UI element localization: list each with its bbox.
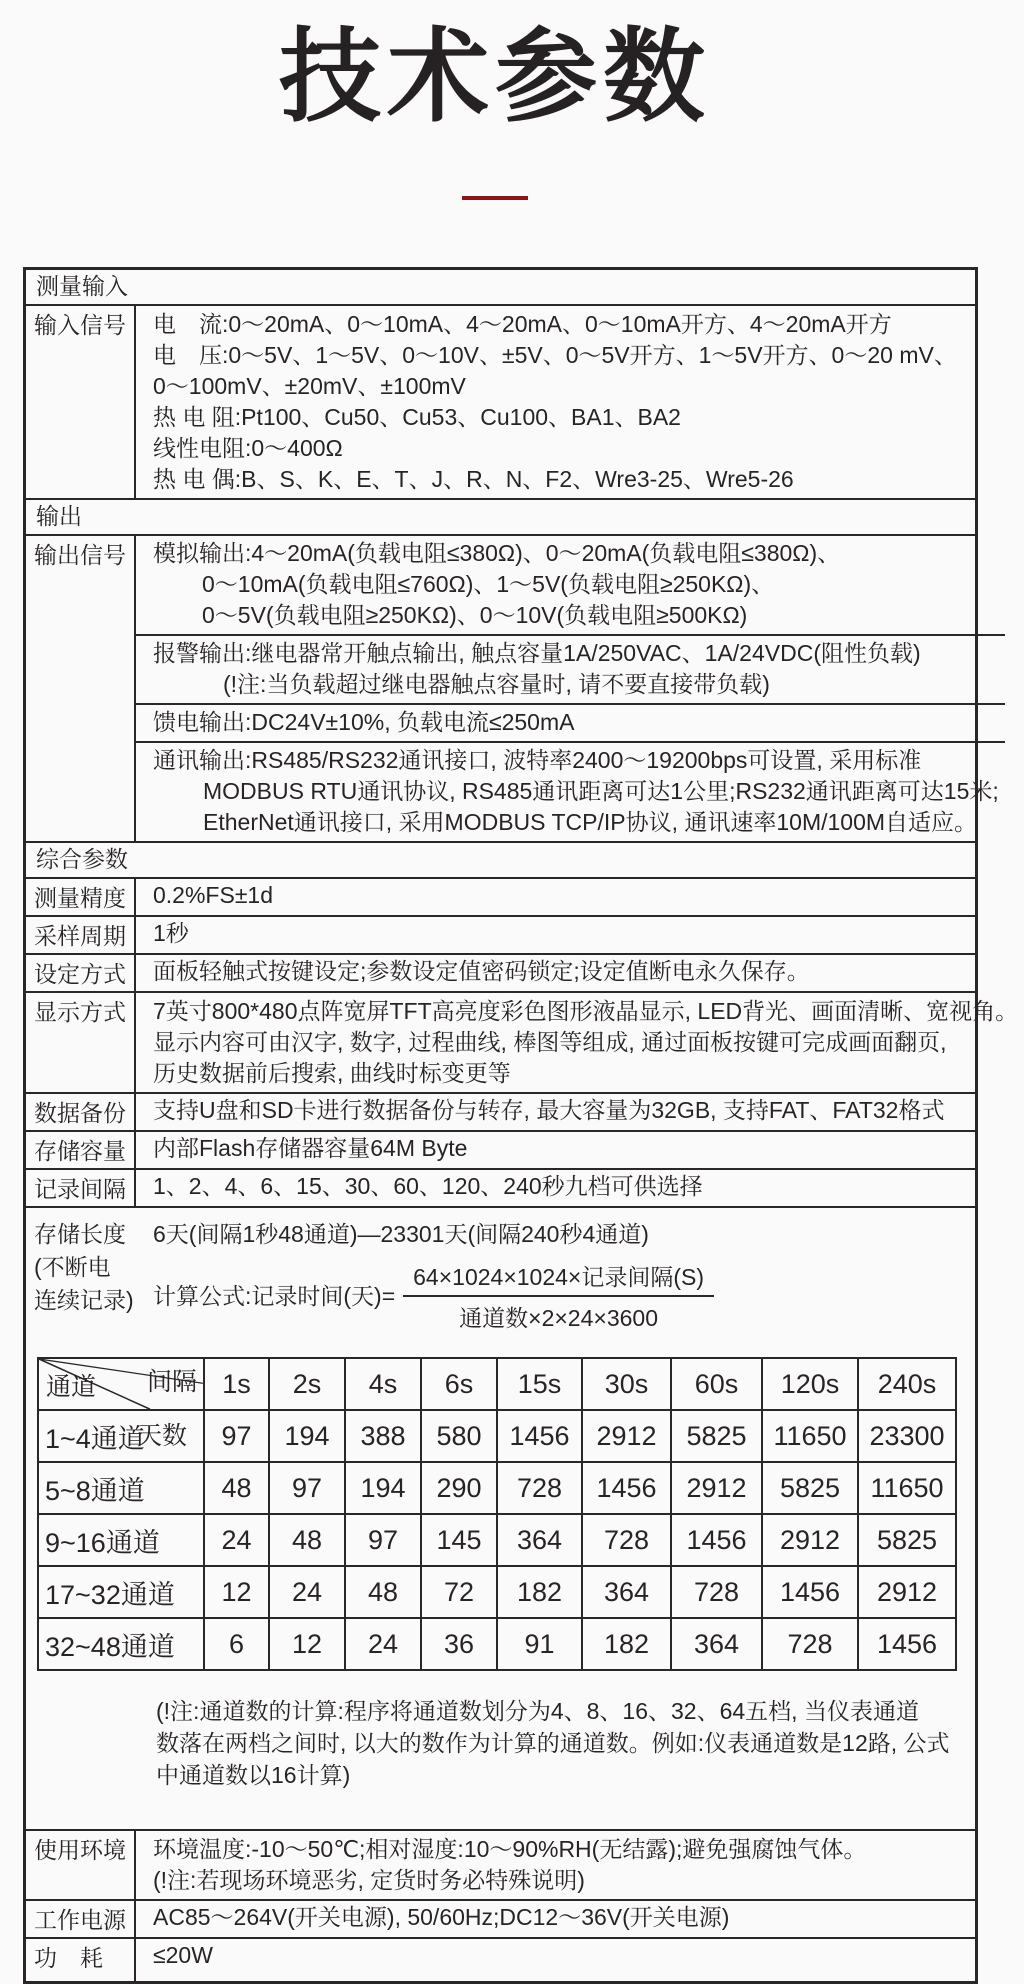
column-header: 4s [345, 1358, 421, 1410]
row-label: 数据备份 [26, 1094, 136, 1130]
storage-range: 6天(间隔1秒48通道)—23301天(间隔240秒4通道) [153, 1221, 649, 1248]
table-cell: 48 [269, 1514, 345, 1566]
spec-line: 热 电 偶:B、S、K、E、T、J、R、N、F2、Wre3-25、Wre5-26 [153, 466, 794, 493]
table-cell: 12 [269, 1618, 345, 1670]
spec-line: 0～100mV、±20mV、±100mV [153, 373, 466, 400]
spec-line: 显示内容可由汉字, 数字, 过程曲线, 棒图等组成, 通过面板按键可完成画面翻页, [153, 1029, 947, 1056]
row-content: 1秒 [153, 920, 189, 947]
table-cell: 388 [345, 1410, 421, 1462]
row-content: 支持U盘和SD卡进行数据备份与转存, 最大容量为32GB, 支持FAT、FAT32格式 [153, 1097, 945, 1124]
row-header: 1~4通道 [38, 1410, 204, 1462]
column-header: 240s [858, 1358, 956, 1410]
row-content: ≤20W [153, 1942, 213, 1969]
section-row-output [26, 498, 975, 534]
row-storage-length [26, 1206, 975, 1791]
spec-line: MODBUS RTU通讯协议, RS485通讯距离可达1公里;RS232通讯距离可达15米; [203, 778, 999, 805]
spec-line: 模拟输出:4～20mA(负载电阻≤380Ω)、0～20mA(负载电阻≤380Ω)、 [153, 540, 841, 567]
channel-count-note [156, 1695, 975, 1791]
row-content: 0.2%FS±1d [153, 882, 274, 909]
row-label: 记录间隔 [26, 1170, 136, 1206]
section-row-general [26, 841, 975, 877]
row-label: 使用环境 [26, 1831, 136, 1899]
spec-line: 电 流:0～20mA、0～10mA、4～20mA、0～10mA开方、4～20mA开方 [153, 311, 892, 338]
row-label: 采样周期 [26, 917, 136, 953]
column-header: 6s [421, 1358, 497, 1410]
row-content: 面板轻触式按键设定;参数设定值密码锁定;设定值断电永久保存。 [153, 958, 810, 985]
spec-line: 电 压:0～5V、1～5V、0～10V、±5V、0～5V开方、1～5V开方、0～20 mV、 [153, 342, 957, 369]
table-cell: 364 [497, 1514, 582, 1566]
section-header: 测量输入 [36, 273, 128, 300]
table-cell: 12 [204, 1566, 269, 1618]
table-cell: 1456 [582, 1462, 671, 1514]
row-accuracy [26, 877, 975, 915]
column-header: 30s [582, 1358, 671, 1410]
section-header: 综合参数 [36, 846, 128, 873]
note-line: (!注:通道数的计算:程序将通道数划分为4、8、16、32、64五档, 当仪表通道 [156, 1698, 919, 1725]
column-header: 120s [762, 1358, 858, 1410]
row-setting [26, 953, 975, 991]
table-cell: 2912 [582, 1410, 671, 1462]
table-cell: 24 [345, 1618, 421, 1670]
table-cell: 1456 [858, 1618, 956, 1670]
spec-line: 环境温度:-10～50℃;相对湿度:10～90%RH(无结露);避免强腐蚀气体。 [153, 1836, 867, 1863]
table-cell: 97 [204, 1410, 269, 1462]
table-cell: 145 [421, 1514, 497, 1566]
table-cell: 194 [345, 1462, 421, 1514]
table-cell: 72 [421, 1566, 497, 1618]
row-consumption [26, 1937, 975, 1981]
spec-line: (!注:若现场环境恶劣, 定货时务必特殊说明) [153, 1867, 585, 1894]
table-row [38, 1566, 956, 1618]
spec-line: EtherNet通讯接口, 采用MODBUS TCP/IP协议, 通讯速率10M/100M自适应。 [203, 809, 978, 836]
spec-line: 通讯输出:RS485/RS232通讯接口, 波特率2400～19200bps可设置, 采用标准 [153, 747, 922, 774]
row-environment [26, 1829, 975, 1899]
spec-line: 报警输出:继电器常开触点输出, 触点容量1A/250VAC、1A/24VDC(阻性负载) [153, 640, 921, 667]
row-content: 1、2、4、6、15、30、60、120、240秒九档可供选择 [153, 1173, 703, 1200]
table-cell: 48 [204, 1462, 269, 1514]
corner-days-label: 天数 [136, 1422, 187, 1451]
label-line: 存储长度 [34, 1221, 126, 1248]
formula-lead: 计算公式:记录时间(天)= [153, 1282, 396, 1309]
row-label: 存储容量 [26, 1132, 136, 1168]
table-row [38, 1514, 956, 1566]
formula-denominator: 通道数×2×24×3600 [459, 1305, 658, 1332]
row-content [136, 306, 975, 498]
table-cell: 2912 [671, 1462, 762, 1514]
corner-interval-label: 间隔 [146, 1368, 197, 1397]
row-label: 显示方式 [26, 993, 136, 1092]
analog-output-block [136, 536, 1005, 634]
table-cell: 91 [497, 1618, 582, 1670]
table-cell: 2912 [762, 1514, 858, 1566]
row-label: 功 耗 [26, 1939, 136, 1981]
row-content [136, 993, 1024, 1092]
table-cell: 24 [269, 1566, 345, 1618]
table-cell: 1456 [762, 1566, 858, 1618]
corner-channel-label: 通道 [46, 1373, 97, 1402]
row-capacity [26, 1130, 975, 1168]
section-row-measure-input [26, 270, 975, 304]
row-label [34, 1218, 152, 1317]
row-input-signal [26, 304, 975, 498]
formula-fraction [403, 1259, 714, 1333]
storage-formula [153, 1259, 975, 1333]
table-cell: 1456 [671, 1514, 762, 1566]
spec-line: 历史数据前后搜索, 曲线时标变更等 [153, 1060, 511, 1087]
note-line: 中通道数以16计算) [156, 1762, 351, 1789]
row-content [136, 1831, 975, 1899]
table-cell: 11650 [858, 1462, 956, 1514]
table-cell: 2912 [858, 1566, 956, 1618]
table-cell: 194 [269, 1410, 345, 1462]
comm-output-block [136, 741, 1005, 841]
spec-line: 0～5V(负载电阻≥250KΩ)、0～10V(负载电阻≥500KΩ) [202, 602, 748, 629]
table-cell: 728 [582, 1514, 671, 1566]
column-header: 60s [671, 1358, 762, 1410]
table-cell: 11650 [762, 1410, 858, 1462]
spec-line: 7英寸800*480点阵宽屏TFT高亮度彩色图形液晶显示, LED背光、画面清晰、宽视角。 [153, 998, 1019, 1025]
output-signal-blocks [136, 536, 1005, 841]
table-cell: 728 [671, 1566, 762, 1618]
table-header-row [38, 1358, 956, 1410]
feed-output-block [136, 703, 1005, 741]
table-cell: 5825 [858, 1514, 956, 1566]
label-line: (不断电 [34, 1254, 111, 1281]
table-cell: 97 [269, 1462, 345, 1514]
table-cell: 364 [671, 1618, 762, 1670]
alarm-output-block [136, 634, 1005, 703]
table-cell: 5825 [762, 1462, 858, 1514]
row-label: 工作电源 [26, 1901, 136, 1937]
formula-numerator: 64×1024×1024×记录间隔(S) [403, 1259, 714, 1297]
spec-line: 0～10mA(负载电阻≤760Ω)、1～5V(负载电阻≥250KΩ)、 [202, 571, 775, 598]
table-cell: 182 [582, 1618, 671, 1670]
row-header: 32~48通道 [38, 1618, 204, 1670]
row-label: 测量精度 [26, 879, 136, 915]
note-line: 数落在两档之间时, 以大的数作为计算的通道数。例如:仪表通道数是12路, 公式 [156, 1730, 950, 1757]
spec-line: 热 电 阻:Pt100、Cu50、Cu53、Cu100、BA1、BA2 [153, 404, 681, 431]
table-cell: 97 [345, 1514, 421, 1566]
table-cell: 36 [421, 1618, 497, 1670]
row-display [26, 991, 1019, 1092]
table-cell: 6 [204, 1618, 269, 1670]
table-cell: 5825 [671, 1410, 762, 1462]
table-cell: 182 [497, 1566, 582, 1618]
row-header: 9~16通道 [38, 1514, 204, 1566]
column-header: 1s [204, 1358, 269, 1410]
spec-table [23, 267, 1019, 1984]
table-cell: 728 [762, 1618, 858, 1670]
spec-line: (!注:当负载超过继电器触点容量时, 请不要直接带负载) [223, 671, 770, 698]
table-cell: 23300 [858, 1410, 956, 1462]
table-cell: 48 [345, 1566, 421, 1618]
column-header: 2s [269, 1358, 345, 1410]
row-sampling [26, 915, 975, 953]
label-line: 连续记录) [34, 1287, 134, 1314]
column-header: 15s [497, 1358, 582, 1410]
row-header: 5~8通道 [38, 1462, 204, 1514]
spec-line: 馈电输出:DC24V±10%, 负载电流≤250mA [153, 709, 575, 736]
row-backup [26, 1092, 975, 1130]
row-content: 内部Flash存储器容量64M Byte [153, 1135, 468, 1162]
title-accent-underline [462, 196, 528, 200]
row-header: 17~32通道 [38, 1566, 204, 1618]
table-row [38, 1462, 956, 1514]
storage-head [26, 1216, 975, 1333]
table-cell: 728 [497, 1462, 582, 1514]
section-header: 输出 [36, 503, 82, 530]
row-label: 输出信号 [26, 536, 136, 841]
table-row [38, 1618, 956, 1670]
row-power [26, 1899, 975, 1937]
table-cell: 580 [421, 1410, 497, 1462]
table-cell: 24 [204, 1514, 269, 1566]
row-content: AC85～264V(开关电源), 50/60Hz;DC12～36V(开关电源) [153, 1904, 730, 1931]
table-cell: 1456 [497, 1410, 582, 1462]
storage-days-table [37, 1357, 957, 1671]
row-label: 设定方式 [26, 955, 136, 991]
row-output-signal [26, 534, 999, 841]
spec-line: 线性电阻:0～400Ω [153, 435, 343, 462]
page-title: 技术参数 [279, 20, 711, 134]
table-cell: 290 [421, 1462, 497, 1514]
row-interval [26, 1168, 975, 1206]
row-label: 输入信号 [26, 306, 136, 498]
table-cell: 364 [582, 1566, 671, 1618]
